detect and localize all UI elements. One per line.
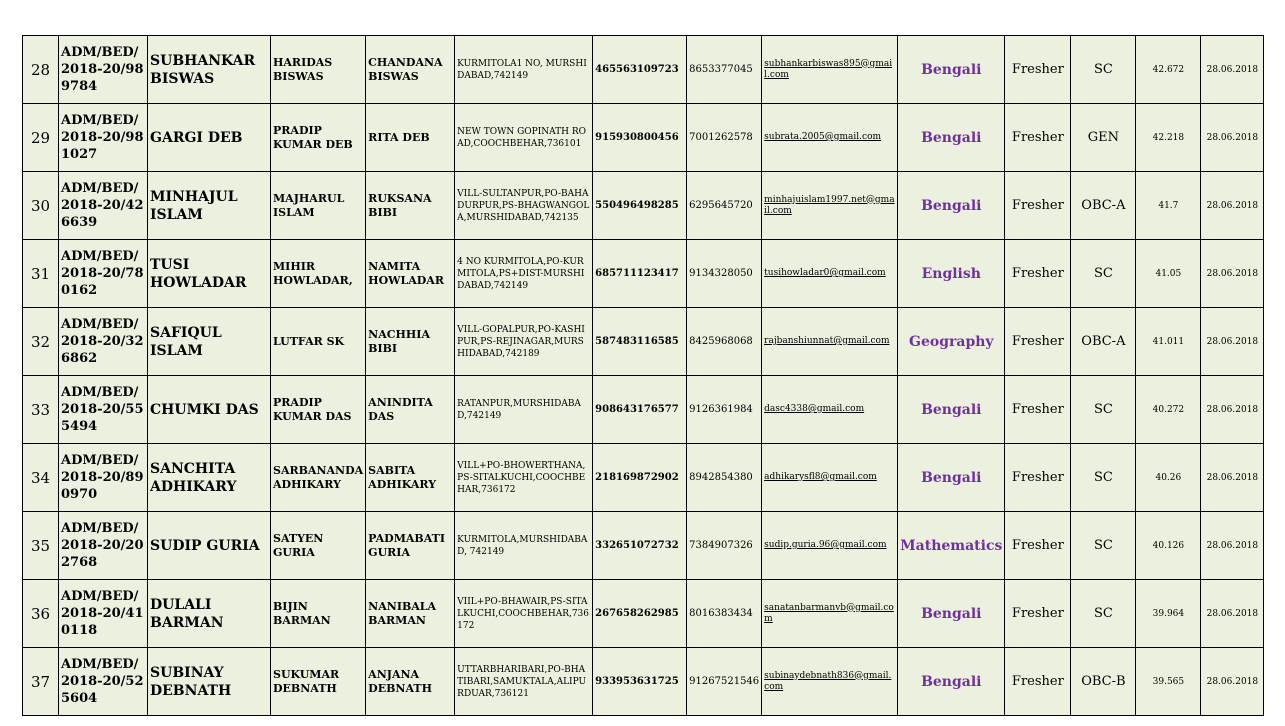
- category-cell: SC: [1071, 376, 1136, 444]
- father-name-cell: SUKUMAR DEBNATH: [271, 648, 366, 716]
- date-cell: 28.06.2018: [1201, 512, 1264, 580]
- serial-number-cell: 35: [23, 512, 59, 580]
- subject-cell: English: [898, 240, 1005, 308]
- address-cell: KURMITOLA,MURSHIDABAD, 742149: [455, 512, 593, 580]
- marks-cell: 42.218: [1136, 104, 1201, 172]
- registration-number-cell: ADM/BED/2018-20/981027: [59, 104, 148, 172]
- phone-number-cell: 9126361984: [687, 376, 762, 444]
- phone-number-cell: 8016383434: [687, 580, 762, 648]
- experience-cell: Fresher: [1005, 376, 1071, 444]
- candidate-name-cell: SAFIQUL ISLAM: [148, 308, 271, 376]
- experience-cell: Fresher: [1005, 240, 1071, 308]
- serial-number-cell: 32: [23, 308, 59, 376]
- subject-cell: Bengali: [898, 104, 1005, 172]
- email-cell[interactable]: subhankarbiswas895@gmail.com: [762, 36, 898, 104]
- email-cell[interactable]: adhikarysfl8@gmail.com: [762, 444, 898, 512]
- mother-name-cell: NACHHIA BIBI: [366, 308, 455, 376]
- mother-name-cell: PADMABATI GURIA: [366, 512, 455, 580]
- experience-cell: Fresher: [1005, 308, 1071, 376]
- category-cell: SC: [1071, 36, 1136, 104]
- email-cell[interactable]: sudip.guria.96@gmail.com: [762, 512, 898, 580]
- date-cell: 28.06.2018: [1201, 376, 1264, 444]
- marks-cell: 42.672: [1136, 36, 1201, 104]
- table-row: [23, 580, 1264, 648]
- father-name-cell: HARIDAS BISWAS: [271, 36, 366, 104]
- category-cell: OBC-B: [1071, 648, 1136, 716]
- address-cell: 4 NO KURMITOLA,PO-KURMITOLA,PS+DIST-MURSHIDABAD,742149: [455, 240, 593, 308]
- email-cell[interactable]: dasc4338@gmail.com: [762, 376, 898, 444]
- date-cell: 28.06.2018: [1201, 308, 1264, 376]
- registration-number-cell: ADM/BED/2018-20/555494: [59, 376, 148, 444]
- serial-number-cell: 30: [23, 172, 59, 240]
- subject-cell: Mathematics: [898, 512, 1005, 580]
- subject-cell: Bengali: [898, 36, 1005, 104]
- aadhar-number-cell: 915930800456: [593, 104, 687, 172]
- table-row: [23, 104, 1264, 172]
- serial-number-cell: 33: [23, 376, 59, 444]
- father-name-cell: PRADIP KUMAR DEB: [271, 104, 366, 172]
- email-cell[interactable]: sanatanbarmanvb@gmail.com: [762, 580, 898, 648]
- table-row: [23, 240, 1264, 308]
- serial-number-cell: 29: [23, 104, 59, 172]
- marks-cell: 41.05: [1136, 240, 1201, 308]
- registration-number-cell: ADM/BED/2018-20/426639: [59, 172, 148, 240]
- phone-number-cell: 6295645720: [687, 172, 762, 240]
- mother-name-cell: SABITA ADHIKARY: [366, 444, 455, 512]
- date-cell: 28.06.2018: [1201, 172, 1264, 240]
- aadhar-number-cell: 685711123417: [593, 240, 687, 308]
- registration-number-cell: ADM/BED/2018-20/890970: [59, 444, 148, 512]
- aadhar-number-cell: 587483116585: [593, 308, 687, 376]
- date-cell: 28.06.2018: [1201, 104, 1264, 172]
- phone-number-cell: 8425968068: [687, 308, 762, 376]
- category-cell: OBC-A: [1071, 172, 1136, 240]
- table-row: [23, 308, 1264, 376]
- email-cell[interactable]: subrata.2005@gmail.com: [762, 104, 898, 172]
- admission-merit-table: [22, 35, 1264, 716]
- category-cell: SC: [1071, 240, 1136, 308]
- table-row: [23, 376, 1264, 444]
- address-cell: UTTARBHARIBARI,PO-BHATIBARI,SAMUKTALA,ALIPURDUAR,736121: [455, 648, 593, 716]
- email-cell[interactable]: subinaydebnath836@gmail.com: [762, 648, 898, 716]
- email-cell[interactable]: rajbanshiunnat@gmail.com: [762, 308, 898, 376]
- candidate-name-cell: TUSI HOWLADAR: [148, 240, 271, 308]
- category-cell: OBC-A: [1071, 308, 1136, 376]
- experience-cell: Fresher: [1005, 580, 1071, 648]
- category-cell: SC: [1071, 444, 1136, 512]
- registration-number-cell: ADM/BED/2018-20/525604: [59, 648, 148, 716]
- father-name-cell: LUTFAR SK: [271, 308, 366, 376]
- mother-name-cell: ANINDITA DAS: [366, 376, 455, 444]
- serial-number-cell: 31: [23, 240, 59, 308]
- table-row: [23, 36, 1264, 104]
- marks-cell: 40.272: [1136, 376, 1201, 444]
- date-cell: 28.06.2018: [1201, 36, 1264, 104]
- mother-name-cell: NAMITA HOWLADAR: [366, 240, 455, 308]
- experience-cell: Fresher: [1005, 648, 1071, 716]
- father-name-cell: MAJHARUL ISLAM: [271, 172, 366, 240]
- marks-cell: 41.011: [1136, 308, 1201, 376]
- address-cell: VILL-SULTANPUR,PO-BAHADURPUR,PS-BHAGWANGOLA,MURSHIDABAD,742135: [455, 172, 593, 240]
- registration-number-cell: ADM/BED/2018-20/410118: [59, 580, 148, 648]
- aadhar-number-cell: 550496498285: [593, 172, 687, 240]
- phone-number-cell: 7001262578: [687, 104, 762, 172]
- subject-cell: Bengali: [898, 172, 1005, 240]
- father-name-cell: MIHIR HOWLADAR,: [271, 240, 366, 308]
- phone-number-cell: 8942854380: [687, 444, 762, 512]
- marks-cell: 41.7: [1136, 172, 1201, 240]
- experience-cell: Fresher: [1005, 36, 1071, 104]
- date-cell: 28.06.2018: [1201, 580, 1264, 648]
- date-cell: 28.06.2018: [1201, 240, 1264, 308]
- experience-cell: Fresher: [1005, 512, 1071, 580]
- subject-cell: Bengali: [898, 376, 1005, 444]
- registration-number-cell: ADM/BED/2018-20/202768: [59, 512, 148, 580]
- experience-cell: Fresher: [1005, 104, 1071, 172]
- serial-number-cell: 37: [23, 648, 59, 716]
- category-cell: SC: [1071, 580, 1136, 648]
- address-cell: RATANPUR,MURSHIDABAD,742149: [455, 376, 593, 444]
- aadhar-number-cell: 465563109723: [593, 36, 687, 104]
- father-name-cell: PRADIP KUMAR DAS: [271, 376, 366, 444]
- serial-number-cell: 36: [23, 580, 59, 648]
- subject-cell: Bengali: [898, 444, 1005, 512]
- aadhar-number-cell: 933953631725: [593, 648, 687, 716]
- table-row: [23, 648, 1264, 716]
- serial-number-cell: 34: [23, 444, 59, 512]
- date-cell: 28.06.2018: [1201, 648, 1264, 716]
- address-cell: VILL-GOPALPUR,PO-KASHIPUR,PS-REJINAGAR,MURSHIDABAD,742189: [455, 308, 593, 376]
- aadhar-number-cell: 908643176577: [593, 376, 687, 444]
- candidate-name-cell: SUDIP GURIA: [148, 512, 271, 580]
- mother-name-cell: CHANDANA BISWAS: [366, 36, 455, 104]
- phone-number-cell: 8653377045: [687, 36, 762, 104]
- registration-number-cell: ADM/BED/2018-20/780162: [59, 240, 148, 308]
- category-cell: SC: [1071, 512, 1136, 580]
- address-cell: VIIL+PO-BHAWAIR,PS-SITALKUCHI,COOCHBEHAR,736172: [455, 580, 593, 648]
- address-cell: KURMITOLA1 NO, MURSHIDABAD,742149: [455, 36, 593, 104]
- mother-name-cell: RUKSANA BIBI: [366, 172, 455, 240]
- registration-number-cell: ADM/BED/2018-20/989784: [59, 36, 148, 104]
- phone-number-cell: 9134328050: [687, 240, 762, 308]
- aadhar-number-cell: 218169872902: [593, 444, 687, 512]
- marks-cell: 39.964: [1136, 580, 1201, 648]
- marks-cell: 40.126: [1136, 512, 1201, 580]
- candidate-name-cell: GARGI DEB: [148, 104, 271, 172]
- mother-name-cell: RITA DEB: [366, 104, 455, 172]
- address-cell: NEW TOWN GOPINATH ROAD,COOCHBEHAR,736101: [455, 104, 593, 172]
- table-row: [23, 172, 1264, 240]
- experience-cell: Fresher: [1005, 444, 1071, 512]
- table-row: [23, 512, 1264, 580]
- candidate-name-cell: CHUMKI DAS: [148, 376, 271, 444]
- candidate-name-cell: SANCHITA ADHIKARY: [148, 444, 271, 512]
- father-name-cell: SATYEN GURIA: [271, 512, 366, 580]
- candidate-name-cell: SUBINAY DEBNATH: [148, 648, 271, 716]
- experience-cell: Fresher: [1005, 172, 1071, 240]
- phone-number-cell: 7384907326: [687, 512, 762, 580]
- father-name-cell: SARBANANDA ADHIKARY: [271, 444, 366, 512]
- candidate-name-cell: MINHAJUL ISLAM: [148, 172, 271, 240]
- marks-cell: 39.565: [1136, 648, 1201, 716]
- phone-number-cell: 91267521546: [687, 648, 762, 716]
- mother-name-cell: ANJANA DEBNATH: [366, 648, 455, 716]
- category-cell: GEN: [1071, 104, 1136, 172]
- subject-cell: Bengali: [898, 648, 1005, 716]
- aadhar-number-cell: 332651072732: [593, 512, 687, 580]
- mother-name-cell: NANIBALA BARMAN: [366, 580, 455, 648]
- address-cell: VILL+PO-BHOWERTHANA,PS-SITALKUCHI,COOCHBEHAR,736172: [455, 444, 593, 512]
- date-cell: 28.06.2018: [1201, 444, 1264, 512]
- table-body: [23, 36, 1264, 716]
- candidate-name-cell: SUBHANKAR BISWAS: [148, 36, 271, 104]
- aadhar-number-cell: 267658262985: [593, 580, 687, 648]
- registration-number-cell: ADM/BED/2018-20/326862: [59, 308, 148, 376]
- table-row: [23, 444, 1264, 512]
- serial-number-cell: 28: [23, 36, 59, 104]
- candidate-name-cell: DULALI BARMAN: [148, 580, 271, 648]
- marks-cell: 40.26: [1136, 444, 1201, 512]
- subject-cell: Geography: [898, 308, 1005, 376]
- email-cell[interactable]: minhajuislam1997.net@gmail.com: [762, 172, 898, 240]
- father-name-cell: BIJIN BARMAN: [271, 580, 366, 648]
- email-cell[interactable]: tusihowladar0@gmail.com: [762, 240, 898, 308]
- subject-cell: Bengali: [898, 580, 1005, 648]
